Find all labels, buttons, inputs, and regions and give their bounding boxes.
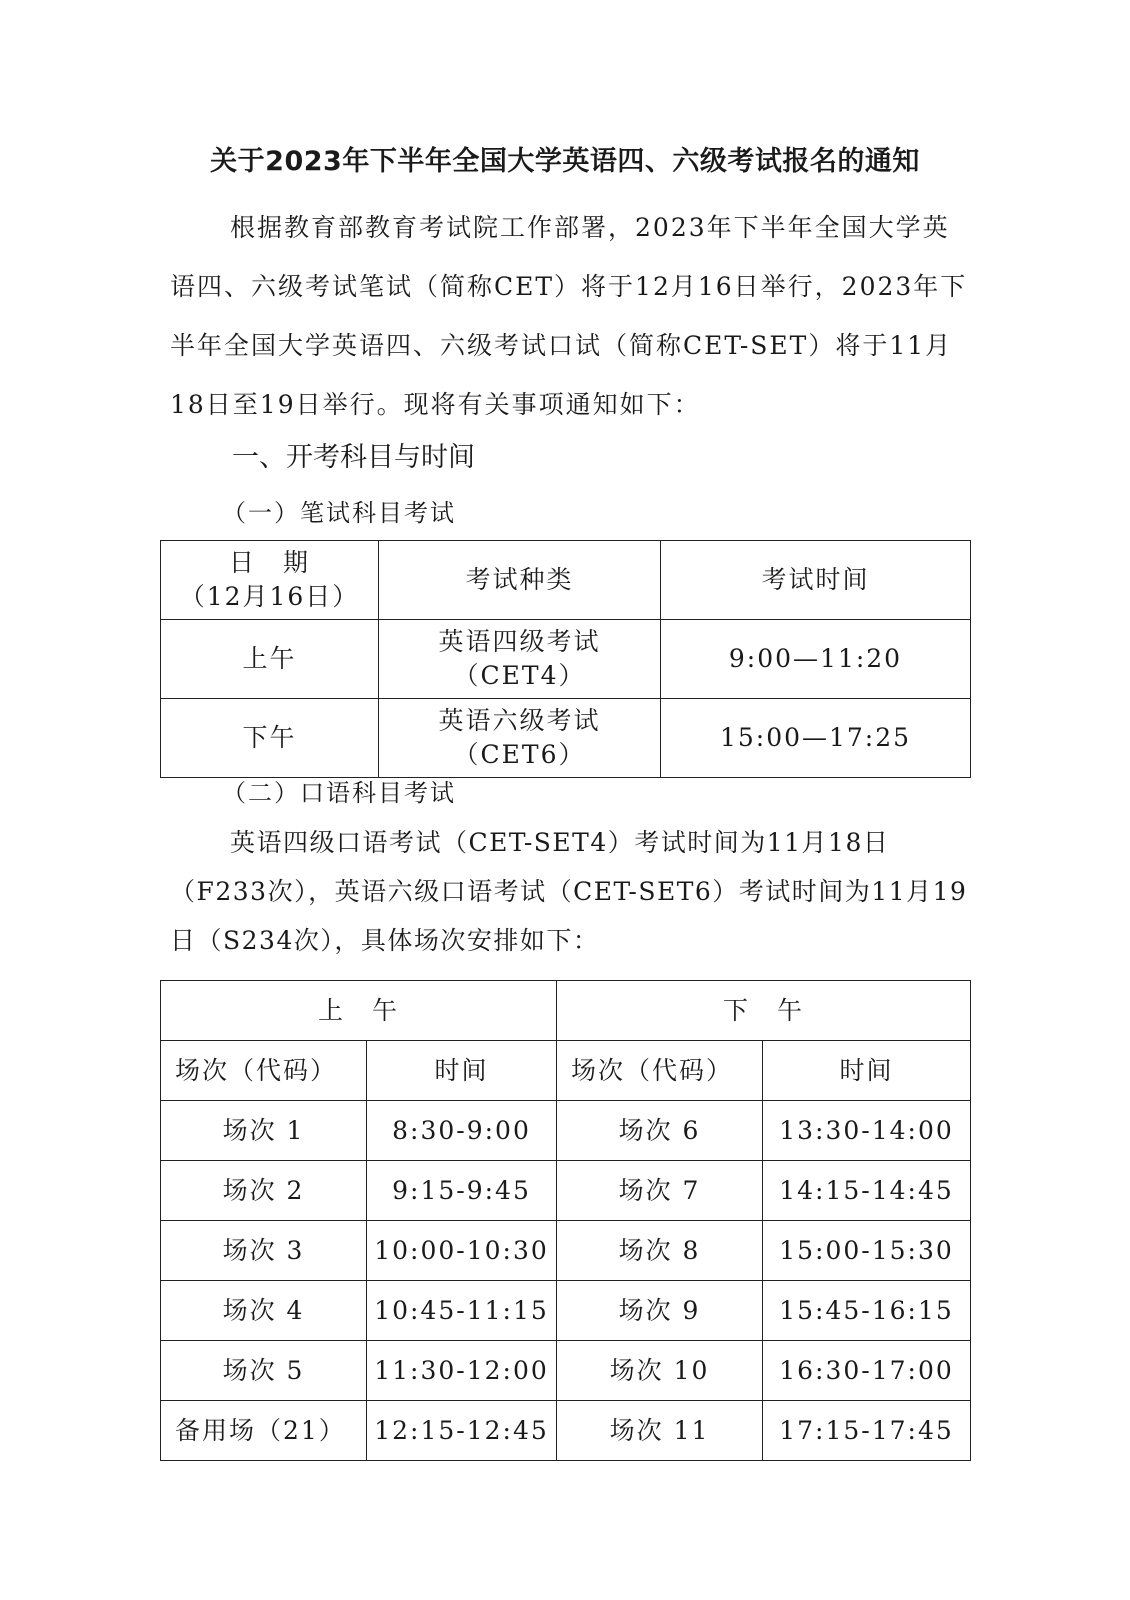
table-row [161,1401,971,1461]
date-header-cell [161,541,379,620]
pm-time-cell: 17:15-17:45 [763,1401,971,1461]
document-title: 关于2023年下半年全国大学英语四、六级考试报名的通知 [210,146,920,177]
table-row [161,1281,971,1341]
am-session-col-header: 场次（代码） [161,1041,367,1101]
am-session-cell: 场次 3 [161,1221,367,1281]
table-row [161,620,971,699]
time-cell: 9:00—11:20 [661,620,971,699]
exam-code: （CET6） [453,740,586,769]
am-session-cell: 备用场（21） [161,1401,367,1461]
am-time-cell: 10:00-10:30 [367,1221,557,1281]
am-time-cell: 11:30-12:00 [367,1341,557,1401]
table-row [161,1161,971,1221]
am-time-cell: 10:45-11:15 [367,1281,557,1341]
exam-time-header: 考试时间 [661,541,971,620]
morning-label: 上 午 [318,995,400,1025]
period-cell: 上午 [161,620,379,699]
afternoon-header [557,981,971,1041]
am-session-cell: 场次 5 [161,1341,367,1401]
pm-session-cell: 场次 7 [557,1161,763,1221]
pm-time-cell: 15:00-15:30 [763,1221,971,1281]
pm-time-cell: 14:15-14:45 [763,1161,971,1221]
pm-time-col-header: 时间 [763,1041,971,1101]
time-cell: 15:00—17:25 [661,699,971,778]
exam-type-header: 考试种类 [379,541,661,620]
date-header-label: 日 期 [228,548,310,577]
intro-paragraph: 根据教育部教育考试院工作部署，2023年下半年全国大学英语四、六级考试笔试（简称CET）将于12月16日举行，2023年下半年全国大学英语四、六级考试口试（简称CET-SET）将于11月18日至19日举行。现将有关事项通知如下： [170,213,968,419]
am-time-cell: 9:15-9:45 [367,1161,557,1221]
table-subheader-row [161,1041,971,1101]
table-row [161,1101,971,1161]
am-session-cell: 场次 1 [161,1101,367,1161]
pm-session-cell: 场次 10 [557,1341,763,1401]
pm-time-cell: 15:45-16:15 [763,1281,971,1341]
written-exam-subheading: （一）笔试科目考试 [222,499,456,527]
table-row [161,1341,971,1401]
table-header-row [161,981,971,1041]
oral-exam-paragraph: 英语四级口语考试（CET-SET4）考试时间为11月18日（F233次），英语六级口语考试（CET-SET6）考试时间为11月19日（S234次），具体场次安排如下： [170,828,968,955]
pm-session-cell: 场次 6 [557,1101,763,1161]
exam-code: （CET4） [453,661,586,690]
am-session-cell: 场次 2 [161,1161,367,1221]
date-header-value: （12月16日） [179,582,360,611]
pm-session-col-header: 场次（代码） [557,1041,763,1101]
oral-exam-subheading: （二）口语科目考试 [222,779,456,807]
am-session-cell: 场次 4 [161,1281,367,1341]
pm-session-cell: 场次 9 [557,1281,763,1341]
section-heading: 一、开考科目与时间 [232,442,475,473]
period-cell: 下午 [161,699,379,778]
table-header-row [161,541,971,620]
morning-header [161,981,557,1041]
am-time-cell: 12:15-12:45 [367,1401,557,1461]
am-time-col-header: 时间 [367,1041,557,1101]
table-row [161,1221,971,1281]
am-time-cell: 8:30-9:00 [367,1101,557,1161]
pm-time-cell: 13:30-14:00 [763,1101,971,1161]
exam-cell [379,699,661,778]
exam-name: 英语六级考试 [438,706,601,735]
table-row [161,699,971,778]
pm-session-cell: 场次 11 [557,1401,763,1461]
pm-session-cell: 场次 8 [557,1221,763,1281]
oral-exam-schedule-table [160,980,971,1461]
pm-time-cell: 16:30-17:00 [763,1341,971,1401]
written-exam-table [160,540,971,778]
afternoon-label: 下 午 [723,995,805,1025]
exam-cell [379,620,661,699]
exam-name: 英语四级考试 [438,627,601,656]
